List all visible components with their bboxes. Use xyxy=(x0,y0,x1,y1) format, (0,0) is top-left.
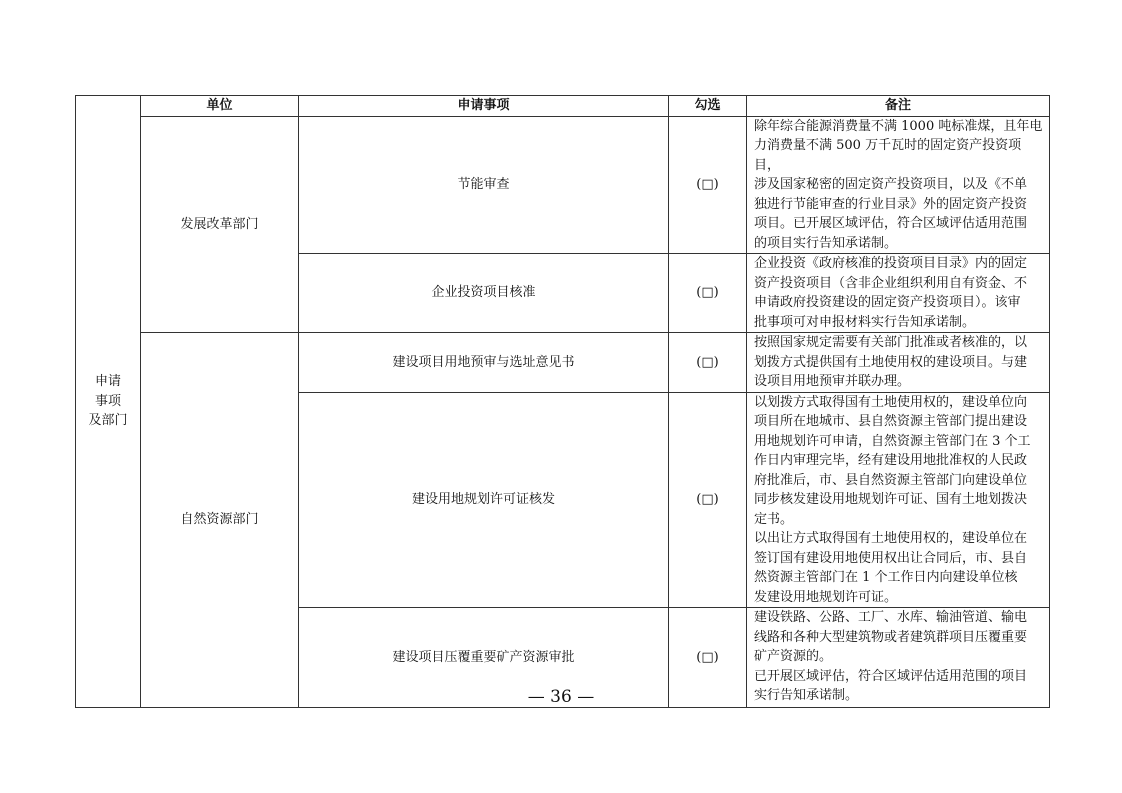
remark-paragraph: 除年综合能源消费量不满 1000 吨标准煤，且年电 力消费量不满 500 万千瓦时的固定资产投资项目， 涉及国家秘密的固定资产投资项目，以及《不单 独进行节能审查的行业目录》外的固定资产投资 项目。已开展区域评估，符合区域评估适用范围 的项目实行告知承诺制。 xyxy=(754,118,1043,251)
application-items-table xyxy=(75,95,1050,708)
item-cell: 建设项目压覆重要矿产资源审批 xyxy=(299,608,669,708)
side-label-line: 及部门 xyxy=(88,413,128,429)
header-item: 申请事项 xyxy=(299,96,669,117)
header-unit: 单位 xyxy=(141,96,299,117)
remark-paragraph: 建设铁路、公路、工厂、水库、输油管道、输电 线路和各种大型建筑物或者建筑群项目压覆重要 矿产资源的。 xyxy=(754,610,1028,664)
remark-cell xyxy=(747,392,1050,608)
item-cell: 建设用地规划许可证核发 xyxy=(299,392,669,608)
remark-paragraph: 以出让方式取得国有土地使用权的，建设单位在 签订国有建设用地使用权出让合同后，市、县自 然资源主管部门在 1 个工作日内向建设单位核 发建设用地规划许可证。 xyxy=(754,531,1028,605)
unit-cell: 发展改革部门 xyxy=(141,116,299,333)
side-label xyxy=(76,96,141,708)
item-cell: 节能审查 xyxy=(299,116,669,254)
unit-cell: 自然资源部门 xyxy=(141,333,299,708)
header-remark: 备注 xyxy=(747,96,1050,117)
item-cell: 企业投资项目核准 xyxy=(299,254,669,333)
table-header-row xyxy=(76,96,1050,117)
remark-cell xyxy=(747,116,1050,254)
header-check: 勾选 xyxy=(669,96,747,117)
table-row xyxy=(76,116,1050,254)
checkbox[interactable]: (□) xyxy=(669,254,747,333)
remark-paragraph: 已开展区域评估，符合区域评估适用范围的项目 实行告知承诺制。 xyxy=(754,668,1028,703)
checkbox[interactable]: (□) xyxy=(669,333,747,393)
remark-paragraph: 以划拨方式取得国有土地使用权的，建设单位向 项目所在地城市、县自然资源主管部门提出建设 用地规划许可申请，自然资源主管部门在 3 个工 作日内审理完毕，经有建设用地批准权的人民政 府批准后，市、县自然资源主管部门向建设单位 同步核发建设用地规划许可证、国有土地划拨决 定书。 xyxy=(754,394,1031,527)
checkbox[interactable]: (□) xyxy=(669,608,747,708)
side-label-line: 事项 xyxy=(94,393,121,409)
checkbox[interactable]: (□) xyxy=(669,392,747,608)
remark-paragraph: 按照国家规定需要有关部门批准或者核准的，以 划拨方式提供国有土地使用权的建设项目。与建 设项目用地预审并联办理。 xyxy=(754,335,1028,389)
remark-paragraph: 企业投资《政府核准的投资项目目录》内的固定 资产投资项目（含非企业组织利用自有资金、不 申请政府投资建设的固定资产投资项目）。该审 批事项可对申报材料实行告知承诺制。 xyxy=(754,256,1028,330)
remark-cell xyxy=(747,254,1050,333)
remark-cell xyxy=(747,333,1050,393)
item-cell: 建设项目用地预审与选址意见书 xyxy=(299,333,669,393)
page-number: — 36 — xyxy=(527,687,595,707)
table-row xyxy=(76,333,1050,393)
checkbox[interactable]: (□) xyxy=(669,116,747,254)
side-label-line: 申请 xyxy=(94,374,121,390)
